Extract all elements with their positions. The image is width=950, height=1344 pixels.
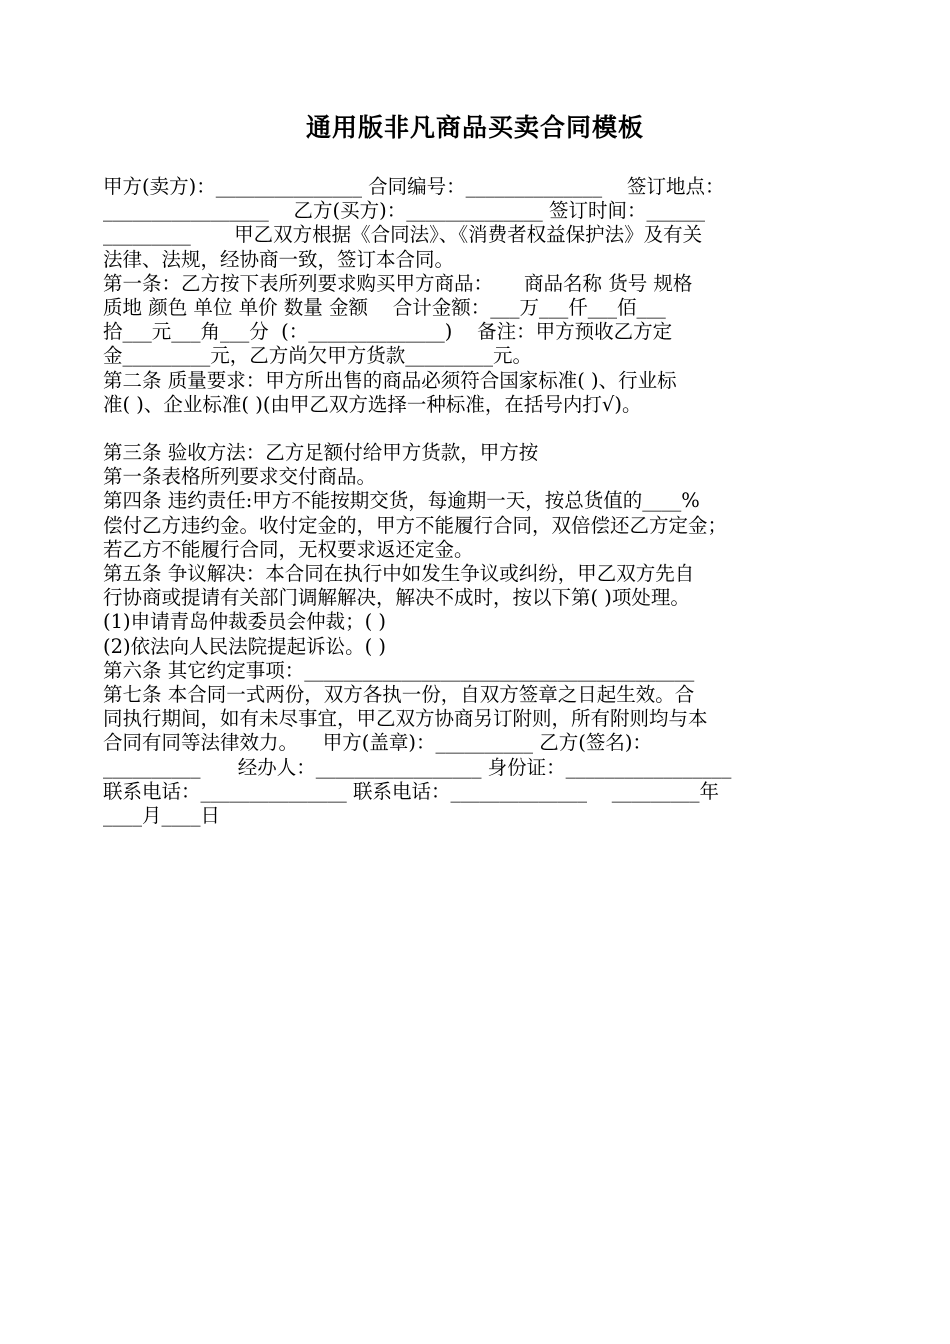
blank-line — [103, 417, 863, 441]
clause-5-line: 第五条 争议解决：本合同在执行中如发生争议或纠纷，甲乙双方先自 — [103, 562, 695, 585]
contract-line: 法律、法规，经协商一致，签订本合同。 — [103, 247, 455, 271]
clause-7-line: 第七条 本合同一式两份，双方各执一份，自双方签章之日起生效。合 — [103, 682, 695, 706]
document-title: 通用版非凡商品买卖合同模板 — [305, 113, 644, 142]
clause-1-line: 拾___元___角___分 (：______________) 备注：甲方预收乙方定 — [103, 320, 673, 344]
contract-line: _________ 甲乙双方根据《合同法》、《消费者权益保护法》及有关 — [103, 223, 703, 247]
clause-2-line: 第二条 质量要求：甲方所出售的商品必须符合国家标准( )、行业标 — [103, 368, 677, 392]
clause-5-option: (1)申请青岛仲裁委员会仲裁；( ) — [103, 610, 387, 634]
clause-3-line: 第三条 验收方法：乙方足额付给甲方货款，甲方按 — [103, 441, 539, 465]
contract-line: _________________ 乙方(买方)：______________ 签订时间：______ — [103, 199, 705, 223]
clause-5-line: 行协商或提请有关部门调解解决，解决不成时，按以下第( )项处理。 — [103, 586, 690, 610]
clause-6-line: 第六条 其它约定事项：________________________________________ — [103, 658, 695, 682]
signature-line: __________ 经办人：_________________ 身份证：_________________ — [103, 755, 732, 779]
clause-4-line: 若乙方不能履行合同，无权要求返还定金。 — [103, 537, 474, 561]
clause-1-line: 质地 颜色 单位 单价 数量 金额 合计金额：___万___仟___佰___ — [103, 295, 666, 319]
signature-line: 联系电话：_______________ 联系电话：______________ _________年 — [103, 779, 719, 803]
clause-4-line: 第四条 违约责任:甲方不能按期交货，每逾期一天，按总货值的____% — [103, 489, 700, 513]
clause-4-line: 偿付乙方违约金。收付定金的，甲方不能履行合同，双倍偿还乙方定金； — [103, 513, 728, 537]
clause-5-option: (2)依法向人民法院提起诉讼。( ) — [103, 634, 387, 658]
contract-line: 甲方(卖方)：_______________ 合同编号：______________ 签订地点： — [103, 175, 725, 198]
clause-3-line: 第一条表格所列要求交付商品。 — [103, 465, 377, 489]
contract-body — [103, 175, 863, 828]
clause-1-line: 金_________元，乙方尚欠甲方货款_________元。 — [103, 344, 533, 368]
clause-2-line: 准( )、企业标准( )(由甲乙双方选择一种标准，在括号内打√)。 — [103, 392, 642, 416]
clause-1-line: 第一条：乙方按下表所列要求购买甲方商品： 商品名称 货号 规格 — [103, 271, 693, 295]
signature-line: 合同有同等法律效力。 甲方(盖章)：__________ 乙方(签名)： — [103, 731, 652, 755]
clause-7-line: 同执行期间，如有未尽事宜，甲乙双方协商另订附则，所有附则均与本 — [103, 707, 708, 731]
signature-date-line: ____月____日 — [103, 803, 221, 827]
